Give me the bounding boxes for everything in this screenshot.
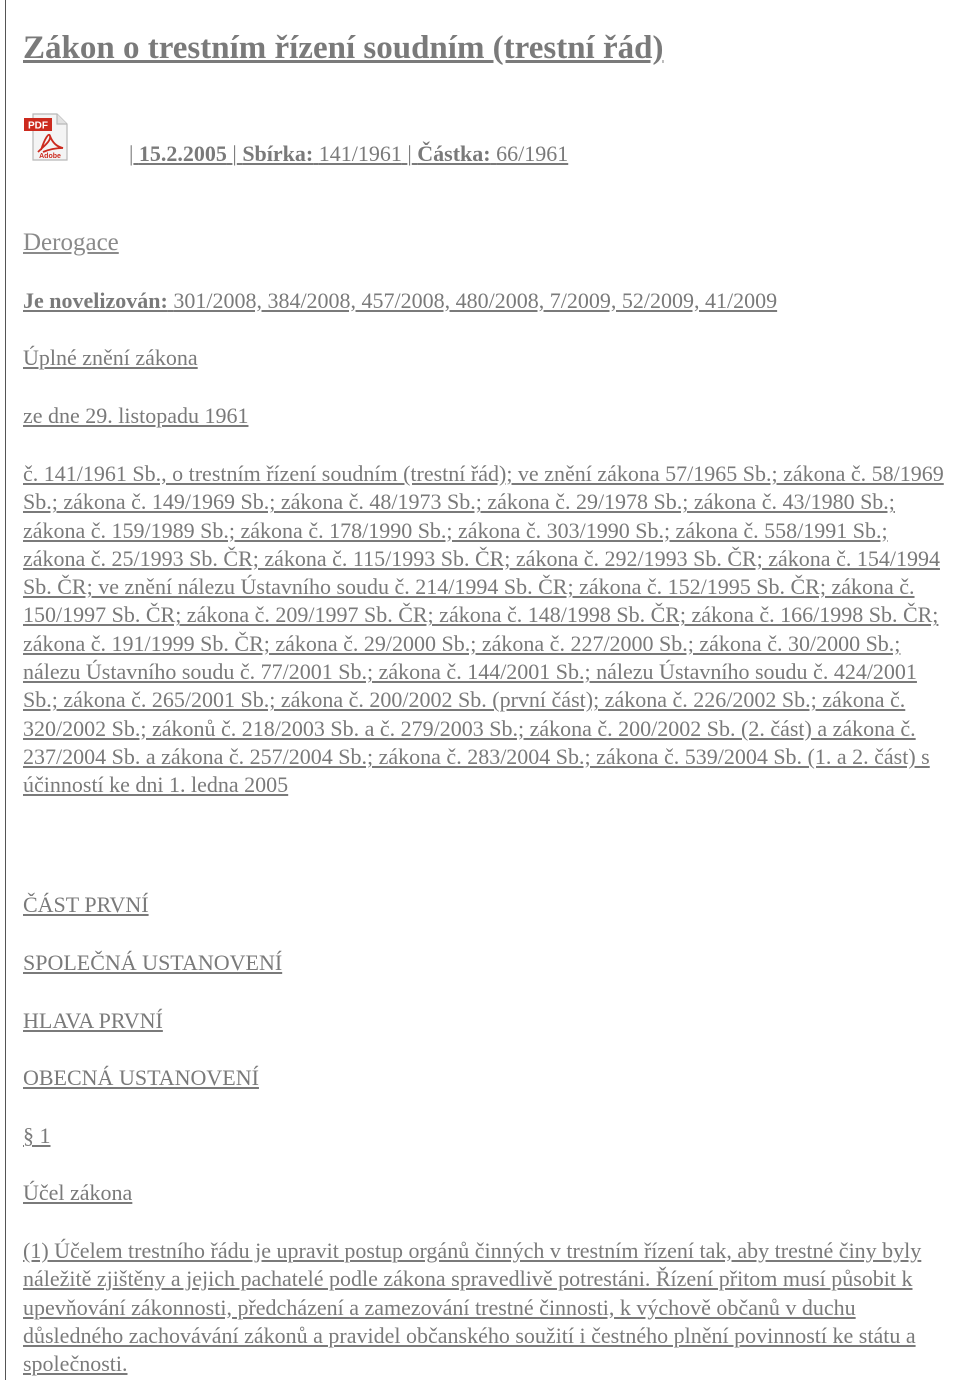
derogace-link[interactable]: Derogace	[23, 229, 119, 256]
svg-text:Adobe: Adobe	[39, 153, 61, 160]
novelization-line[interactable]	[23, 288, 777, 314]
section-number[interactable]: § 1	[23, 1123, 51, 1148]
meta-sbirka-label: Sbírka:	[242, 141, 314, 166]
meta-castka-value: 66/1961	[496, 141, 569, 166]
law-title[interactable]	[23, 30, 663, 67]
meta-separator: |	[129, 141, 134, 166]
pdf-adobe-icon[interactable]	[23, 112, 73, 162]
document-meta-line[interactable]	[129, 141, 568, 167]
meta-separator: |	[407, 141, 412, 166]
meta-castka-label: Částka:	[417, 141, 491, 166]
novelization-label: Je novelizován:	[23, 288, 168, 313]
full-text-heading[interactable]: Úplné znění zákona	[23, 345, 198, 370]
novelization-value: 301/2008, 384/2008, 457/2008, 480/2008, 7/2009, 52/2009, 41/2009	[173, 288, 778, 313]
part-heading[interactable]: ČÁST PRVNÍ	[23, 892, 149, 917]
part-title[interactable]: SPOLEČNÁ USTANOVENÍ	[23, 950, 283, 975]
section-title[interactable]: Účel zákona	[23, 1180, 133, 1205]
meta-separator: |	[232, 141, 237, 166]
meta-sbirka-value: 141/1961	[318, 141, 402, 166]
page-left-border	[5, 0, 6, 1380]
date-line[interactable]: ze dne 29. listopadu 1961	[23, 403, 249, 428]
chapter-title[interactable]: OBECNÁ USTANOVENÍ	[23, 1065, 259, 1090]
amendments-paragraph[interactable]: č. 141/1961 Sb., o trestním řízení soudním (trestní řád); ve znění zákona 57/1965 Sb.; zákona č. 58/1969 Sb.; zákona č. 149/1969 Sb.; zákona č. 48/1973 Sb.; zákona č. 29/1978 Sb.; zákona č. 43/1980 Sb.; zákona č. 159/1989 Sb.; zákona č. 178/1990 Sb.; zákona č. 303/1990 Sb.; zákona č. 558/1991 Sb.; zákona č. 25/1993 Sb. ČR; zákona č. 115/1993 Sb. ČR; zákona č. 292/1993 Sb. ČR; zákona č. 154/1994 Sb. ČR; ve znění nálezu Ústavního soudu č. 214/1994 Sb. ČR; zákona č. 152/1995 Sb. ČR; zákona č. 150/1997 Sb. ČR; zákona č. 209/1997 Sb. ČR; zákona č. 148/1998 Sb. ČR; zákona č. 166/1998 Sb. ČR; zákona č. 191/1999 Sb. ČR; zákona č. 29/2000 Sb.; zákona č. 227/2000 Sb.; zákona č. 30/2000 Sb.; nálezu Ústavního soudu č. 77/2001 Sb.; zákona č. 144/2001 Sb.; nálezu Ústavního soudu č. 424/2001 Sb.; zákona č. 265/2001 Sb.; zákona č. 200/2002 Sb. (první část); zákona č. 226/2002 Sb.; zákona č. 320/2002 Sb.; zákonů č. 218/2003 Sb. a č. 279/2003 Sb.; zákona č. 200/2002 Sb. (2. část) a zákona č. 237/2004 Sb. a zákona č. 257/2004 Sb.; zákona č. 283/2004 Sb.; zákona č. 539/2004 Sb. (1. a 2. část) s účinností ke dni 1. ledna 2005	[23, 461, 944, 798]
svg-text:PDF: PDF	[28, 120, 48, 132]
chapter-heading[interactable]: HLAVA PRVNÍ	[23, 1008, 163, 1033]
meta-date: 15.2.2005	[138, 141, 227, 166]
paragraph-1[interactable]: (1) Účelem trestního řádu je upravit postup orgánů činných v trestním řízení tak, aby trestné činy byly náležitě zjištěny a jejich pachatelé podle zákona spravedlivě potrestáni. Řízení přitom musí působit k upevňování zákonnosti, předcházení a zamezování trestné činnosti, k výchově občanů v duchu důsledného zachovávání zákonů a pravidel občanského soužití i čestného plnění povinností ke státu a společnosti.	[23, 1238, 922, 1377]
law-title-link[interactable]: Zákon o trestním řízení soudním (trestní řád)	[23, 30, 664, 66]
